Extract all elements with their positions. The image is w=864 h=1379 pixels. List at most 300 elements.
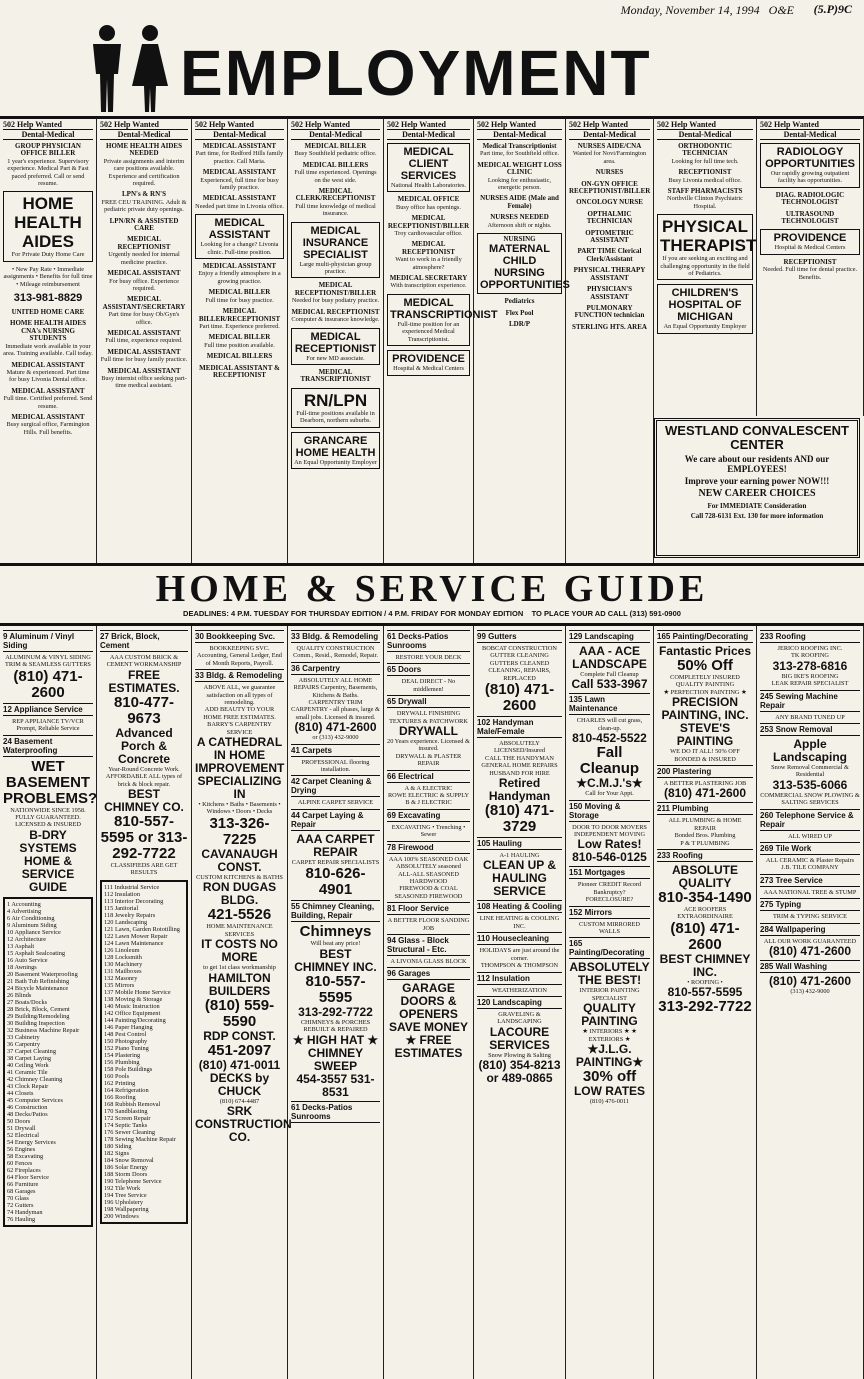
- service-category-heading: 152 Mirrors: [569, 906, 650, 919]
- service-ad-text: WE DO IT ALL! 50% OFF: [670, 748, 740, 756]
- ad-heading: MEDICAL WEIGHT LOSS CLINIC: [477, 160, 562, 177]
- ad-text: Needed part time in Livonia office.: [195, 202, 284, 210]
- service-category-heading: 233 Roofing: [657, 849, 753, 862]
- service-ad-text: LINE HEATING & COOLING INC.: [479, 915, 560, 930]
- ad-heading: NURSES NEEDED: [490, 213, 549, 222]
- category-index-item: 122 Lawn Mower Repair: [104, 932, 168, 940]
- ad-text: For Private Duty Home Care: [11, 251, 85, 259]
- ad-text: Looking for enthusiastic, energetic person.: [487, 176, 552, 192]
- classified-ad: [291, 162, 380, 184]
- category-index-item: 42 Chimney Cleaning: [7, 1075, 63, 1083]
- category-index-item: 130 Machinery: [104, 960, 143, 968]
- category-index-item: 43 Clock Repair: [7, 1082, 49, 1090]
- category-index-item: 50 Doors: [7, 1117, 31, 1125]
- ad-text: Computer & insurance knowledge.: [291, 316, 380, 324]
- service-ad-text: THOMPSON & THOMPSON: [480, 962, 559, 970]
- category-index-item: 32 Business Machine Repair: [7, 1026, 80, 1034]
- category-index-item: 72 Gutters: [7, 1201, 34, 1209]
- ad-text: Needed. Full time for dental practice. Benefits.: [762, 266, 858, 281]
- classified-ad: [760, 143, 860, 188]
- ad-text: Hospital & Medical Centers: [774, 244, 846, 252]
- service-ad-text: CALL THE HANDYMAN: [485, 754, 554, 762]
- service-ad-text: FIREWOOD & COAL: [399, 885, 458, 893]
- service-ad-headline: ★J.L.G. PAINTING★: [575, 1042, 644, 1070]
- category-index-item: 41 Ceramic Tile: [7, 1068, 48, 1076]
- ad-text: Full time, experience required.: [105, 337, 183, 345]
- home-service-header: [0, 565, 864, 623]
- service-category-heading: 78 Firewood: [387, 841, 470, 854]
- service-ad-big: 421-5526: [207, 906, 272, 924]
- category-index-item: 200 Windows: [104, 1212, 139, 1220]
- category-index-item: 150 Photography: [104, 1037, 148, 1045]
- service-ad-headline: RDP CONST.: [203, 1028, 276, 1043]
- service-ad-text: (810) 674-4487: [219, 1097, 260, 1105]
- service-ad-headline: Low Rates! 810-546-0125: [572, 837, 647, 865]
- service-column: [757, 626, 864, 1379]
- ad-heading: MEDICAL RECEPTIONIST: [402, 240, 455, 256]
- service-ad-text: LEAK REPAIR SPECIALIST: [771, 680, 849, 688]
- ad-text: FREE CEU TRAINING. Adult & pediatric private duty openings.: [101, 198, 187, 214]
- service-category-heading: 260 Telephone Service & Repair: [760, 809, 860, 831]
- service-ad-text: A LIVONIA GLASS BLOCK: [390, 957, 467, 965]
- service-ad-text: CARPENTRY - all phases, large & small jobs. Licensed & insured.: [291, 706, 380, 721]
- westland-name: WESTLAND CONVALESCENT CENTER: [665, 423, 849, 452]
- service-category-heading: 55 Chimney Cleaning, Building, Repair: [291, 900, 380, 922]
- classified-ad: [3, 362, 93, 384]
- category-index-item: 46 Construction: [7, 1103, 48, 1111]
- service-ad-text: ALL WIRED UP: [788, 832, 832, 840]
- service-ad-text: HUSBAND FOR HIRE: [489, 769, 550, 777]
- service-ad-text: ABSOLUTELY ALL HOME REPAIRS Carpentry, Basements, Kitchens & Baths.: [293, 676, 378, 699]
- category-index-item: 120 Landscaping: [104, 918, 148, 926]
- classified-ad: [195, 169, 284, 191]
- ad-heading: MEDICAL BILLERS: [302, 160, 369, 169]
- category-index-item: 188 Storm Doors: [104, 1170, 148, 1178]
- ad-heading: ONCOLOGY NURSE: [576, 198, 643, 207]
- service-ad-headline: Retired Handyman: [488, 776, 551, 804]
- service-ad-text: SEASONED FIREWOOD: [394, 892, 463, 900]
- category-index-item: 64 Floor Service: [7, 1173, 49, 1181]
- classified-ad: [657, 188, 753, 210]
- ad-heading: NURSES AIDE/CNA: [577, 142, 642, 150]
- ad-heading: MEDICAL ASSISTANT & RECEPTIONIST: [199, 363, 280, 379]
- service-ad-headline: (810) 471-2600: [768, 974, 852, 989]
- ad-headline: MEDICAL RECEPTIONIST: [294, 330, 377, 355]
- classified-ad: [291, 388, 380, 428]
- category-index-item: 21 Bath Tub Refinishing: [7, 977, 70, 985]
- ad-headline: PHYSICAL THERAPIST: [660, 217, 757, 256]
- category-index-item: 13 Asphalt: [7, 942, 35, 950]
- ad-heading: LPN's & RN'S: [122, 190, 166, 199]
- classified-ad: [760, 229, 860, 254]
- service-ad-big: 810-557-5595 or 313-292-7722: [100, 813, 188, 863]
- classified-ad: [569, 169, 650, 176]
- ad-text: Afternoon shift or nights.: [487, 221, 552, 229]
- service-ad-text: CHARLES will cut grass, clean-up.: [576, 717, 643, 732]
- service-ad-headline: 313-278-6816: [772, 658, 848, 673]
- service-ad-headline: 810-452-5522: [572, 731, 647, 746]
- classified-ad: [387, 215, 470, 237]
- classified-ad: [291, 309, 380, 324]
- classified-ad: [100, 296, 188, 326]
- service-category-heading: 165 Painting/Decorating: [569, 937, 650, 959]
- classified-ad: [291, 328, 380, 365]
- category-index-item: 24 Bicycle Maintenance: [7, 984, 69, 992]
- ad-headline: CHILDREN'S HOSPITAL OF MICHIGAN: [668, 287, 742, 324]
- employment-column: [566, 118, 654, 563]
- ad-text: Part time, for Redford Hills family practice. Call Maria.: [195, 150, 284, 165]
- service-ad-text: INDEPENDENT MOVING: [573, 831, 646, 839]
- ad-text: Private assignments and interim care positions available. Experience and certification required.: [103, 157, 185, 188]
- classified-ad: [477, 233, 570, 294]
- service-ad-headline: HAMILTON BUILDERS: [208, 970, 271, 998]
- service-ad-headline: AAA CARPET REPAIR: [296, 831, 375, 859]
- service-ad-headline: LOW RATES: [573, 1084, 646, 1099]
- ad-text: Looking for a change? Livonia clinic. Full-time position.: [200, 241, 279, 256]
- service-ad-text: WEATHERIZATION: [492, 986, 547, 994]
- ad-heading: MEDICAL BILLER/RECEPTIONIST: [198, 307, 281, 323]
- ad-heading: MEDICAL ASSISTANT: [107, 269, 181, 278]
- classified-ad: [387, 350, 470, 375]
- service-ad-text: BIG IKE'S ROOFING: [781, 672, 839, 680]
- category-index-item: 54 Energy Services: [7, 1138, 56, 1146]
- category-index-item: 160 Pools: [104, 1072, 130, 1080]
- service-category-heading: 65 Drywall: [387, 695, 470, 708]
- service-ad-text: (810) 476-0011: [589, 1098, 630, 1106]
- category-number: 502 Help Wanted: [291, 120, 380, 130]
- service-ad-text: • Kitchens • Baths • Basements • Windows • Doors • Decks: [198, 801, 281, 816]
- service-ad-text: HOLIDAYS are just around the corner.: [479, 947, 560, 962]
- service-ad-text: BARRY'S CARPENTRY SERVICE: [207, 721, 272, 736]
- ad-text: Full-time positions available in Dearborn, northern suburbs.: [296, 409, 375, 425]
- classified-ad: [3, 143, 93, 187]
- category-index-item: 178 Sewing Machine Repair: [104, 1135, 176, 1143]
- service-ad-big: (810) 471-3729: [484, 802, 555, 836]
- category-index-item: 28 Brick, Block, Cement: [7, 1005, 70, 1013]
- service-ad-headline: Fantastic Prices: [658, 644, 752, 658]
- ad-heading: MEDICAL RECEPTIONIST: [117, 235, 171, 251]
- service-ad-big: (810) 471-2600: [484, 681, 555, 715]
- category-index-item: 142 Office Equipment: [104, 1009, 161, 1017]
- service-category-heading: 120 Landscaping: [477, 996, 562, 1009]
- ad-headline: GRANCARE HOME HEALTH: [295, 434, 376, 459]
- service-category-heading: 211 Plumbing: [657, 802, 753, 815]
- ad-text: Troy cardiovascular office.: [394, 230, 463, 238]
- service-ad-text: CLEANING, REPAIRS, REPLACED: [488, 667, 551, 682]
- ad-heading: PART TIME Clerical Clerk/Assistant: [577, 247, 642, 263]
- category-index-item: 16 Auto Service: [7, 956, 48, 964]
- category-index-item: 190 Telephone Service: [104, 1177, 162, 1185]
- category-index-item: 156 Plumbing: [104, 1058, 140, 1066]
- ad-heading: NURSING: [503, 235, 536, 244]
- westland-phone: Call 728-6131 Ext. 130 for more information: [690, 512, 824, 520]
- service-category-heading: 33 Bldg. & Remodeling: [195, 671, 283, 681]
- ad-heading: HOME HEALTH AIDES CNA's NURSING STUDENTS: [10, 319, 86, 343]
- category-index-item: 162 Printing: [104, 1079, 136, 1087]
- category-index-item: 174 Septic Tanks: [104, 1121, 148, 1129]
- ad-heading: Medical Transcriptionist: [482, 142, 557, 150]
- service-ad-headline: BEST CHIMNEY CO.: [104, 787, 184, 815]
- category-index-item: 26 Blinds: [7, 991, 32, 999]
- service-ad-headline: SAVE MONEY ★ FREE ESTIMATES: [388, 1020, 469, 1061]
- service-category-heading: 9 Aluminum / Vinyl Siding: [3, 630, 93, 652]
- ad-heading: LDR/P: [509, 320, 530, 329]
- employment-column: [288, 118, 384, 563]
- category-index-item: 152 Piano Tuning: [104, 1044, 149, 1052]
- category-index-item: 128 Locksmith: [104, 953, 142, 961]
- ad-headline: MEDICAL ASSISTANT: [208, 217, 271, 242]
- ad-heading: MEDICAL SECRETARY: [389, 274, 468, 283]
- category-index-item: 33 Cabinetry: [7, 1033, 40, 1041]
- classified-ad: [569, 143, 650, 165]
- service-ad-big: WET BASEMENT PROBLEMS?: [3, 757, 98, 807]
- service-ad-headline: 454-3557 531-8531: [296, 1071, 375, 1099]
- classified-ad: [100, 236, 188, 266]
- service-ad-headline: DECKS by CHUCK: [209, 1070, 270, 1098]
- classified-ad: [291, 222, 380, 279]
- ad-heading: MEDICAL ASSISTANT: [107, 328, 181, 337]
- category-index-item: 112 Insulation: [104, 890, 140, 898]
- service-ad-big: (810) 471-2600: [670, 919, 740, 953]
- employment-column: [474, 118, 570, 563]
- service-category-heading: 44 Carpet Laying & Repair: [291, 809, 380, 831]
- classified-ad: [3, 388, 93, 410]
- ad-heading: OPTOMETRIC ASSISTANT: [585, 228, 634, 245]
- service-ad-text: CHIMNEYS & PORCHES REBUILT & REPAIRED: [300, 1018, 371, 1034]
- ad-text: An Equal Opportunity Employer: [663, 323, 747, 331]
- service-ad-headline: LACOURE SERVICES: [489, 1024, 550, 1052]
- service-ad-headline: (810) 471-0011: [198, 1057, 281, 1072]
- service-category-heading: 253 Snow Removal: [760, 723, 860, 736]
- category-index-item: 58 Excavating: [7, 1152, 44, 1160]
- service-ad-headline: Apple Landscaping: [772, 737, 847, 765]
- employment-header: [0, 20, 864, 117]
- westland-care: We care about our residents AND our EMPLOYEES!: [684, 454, 830, 474]
- service-category-heading: 61 Decks-Patios Sunrooms: [291, 1101, 380, 1123]
- service-ad-text: Call for Your Appt.: [585, 790, 634, 798]
- service-ad-text: TRIM & TYPING SERVICE: [772, 913, 848, 921]
- service-column: [0, 626, 97, 1379]
- category-number: 502 Help Wanted: [760, 120, 860, 130]
- service-ad-headline: SRK CONSTRUCTION CO.: [195, 1103, 292, 1144]
- category-name: Dental-Medical: [477, 130, 562, 140]
- service-ad-text: A & A ELECTRIC: [404, 784, 453, 792]
- category-name: Dental-Medical: [195, 130, 284, 140]
- category-name: Dental-Medical: [291, 130, 380, 140]
- category-index-item: 176 Sewer Cleaning: [104, 1128, 156, 1136]
- service-category-heading: 200 Plastering: [657, 765, 753, 778]
- service-ad-text: Will beat any price!: [310, 940, 361, 948]
- dateline: [0, 0, 864, 20]
- service-ad-headline: (810) 471-2600: [768, 944, 852, 959]
- category-index-item: 121 Lawn, Garden Rototilling: [104, 925, 180, 933]
- service-ad-text: ALPINE CARPET SERVICE: [297, 799, 374, 807]
- classified-ad: [387, 294, 498, 346]
- employment-column: [0, 118, 97, 563]
- service-ad-text: J.B. TILE COMPANY: [781, 864, 839, 872]
- classified-ad: [569, 181, 650, 196]
- employment-column: [192, 118, 288, 563]
- ad-heading: ULTRASOUND TECHNOLOGIST: [781, 209, 839, 226]
- employment-column: [384, 118, 498, 563]
- ad-heading: MEDICAL ASSISTANT: [107, 366, 181, 375]
- service-ad-text: ABOVE ALL, we guarantee satisfaction on all types of remodeling.: [203, 684, 276, 707]
- employment-column: [757, 118, 864, 416]
- category-name: Dental-Medical: [569, 130, 650, 140]
- service-category-heading: 112 Insulation: [477, 972, 562, 985]
- ad-text: Wanted for Novi/Farmington area.: [572, 150, 647, 165]
- service-ad-text: DOOR TO DOOR MOVERS: [572, 823, 647, 831]
- classified-ad: [387, 241, 470, 271]
- service-ad-text: BONDED & INSURED: [674, 755, 736, 763]
- classified-ad: [195, 143, 284, 165]
- ad-heading: MEDICAL ASSISTANT: [11, 412, 85, 421]
- service-category-heading: 233 Roofing: [760, 630, 860, 643]
- ad-text: Looking for full time tech.: [671, 157, 739, 165]
- ad-text: • New Pay Rate • Immediate assignments • Benefits for full time • Mileage reimbursement: [3, 265, 93, 288]
- westland-convalescent-ad: [654, 418, 860, 558]
- category-index-item: 170 Sandblasting: [104, 1107, 148, 1115]
- classified-ad: [291, 282, 380, 304]
- service-ad-text: ADD BEAUTY TO YOUR HOME FREE ESTIMATES.: [203, 706, 276, 721]
- service-ad-headline: 313-292-7722: [298, 1004, 373, 1019]
- ad-headline: MEDICAL INSURANCE SPECIALIST: [302, 224, 369, 261]
- service-ad-headline: QUALITY PAINTING: [581, 1001, 638, 1029]
- service-category-heading: 27 Brick, Block, Cement: [100, 630, 188, 652]
- classified-ad: [569, 199, 650, 206]
- category-number: 502 Help Wanted: [3, 120, 93, 130]
- classified-ad: [477, 195, 562, 210]
- classified-ad: [3, 266, 93, 288]
- westland-choices: NEW CAREER CHOICES: [698, 488, 816, 499]
- service-category-heading: 12 Appliance Service: [3, 703, 93, 716]
- service-ad-text: or (313) 432-9000: [312, 734, 359, 742]
- ad-text: Busy Livonia medical office.: [668, 176, 742, 184]
- category-index-item: 148 Pest Control: [104, 1030, 147, 1038]
- ad-heading: MEDICAL BILLER: [208, 288, 271, 297]
- ad-heading: GROUP PHYSICIAN OFFICE BILLER: [15, 142, 81, 158]
- ad-text: Full time. Certified preferred. Send resume.: [3, 395, 93, 410]
- ad-text: Part time for busy Ob/Gyn's office.: [108, 311, 180, 326]
- category-index-item: 10 Appliance Service: [7, 928, 61, 936]
- ad-heading: PHYSICIAN'S ASSISTANT: [586, 285, 633, 301]
- classified-ad: [569, 286, 650, 301]
- ad-heading: MEDICAL RECEPTIONIST: [291, 307, 380, 316]
- ad-text: Busy surgical office, Farmington Hills. Full benefits.: [6, 421, 90, 436]
- category-index-item: 131 Mailboxes: [104, 967, 142, 975]
- ad-heading: MEDICAL ASSISTANT/SECRETARY: [102, 295, 186, 311]
- service-ad-text: ALL CERAMIC & Plaster Repairs: [765, 857, 855, 865]
- category-index-item: 52 Electrical: [7, 1131, 39, 1139]
- ad-heading: MEDICAL BILLERS: [206, 352, 273, 361]
- classified-ad: [3, 292, 93, 305]
- category-index-item: 6 Air Conditioning: [7, 914, 55, 922]
- service-ad-big: 810-626-4901: [305, 865, 366, 899]
- service-ad-big: Chimneys: [299, 923, 372, 941]
- service-ad-text: RESTORE YOUR DECK: [395, 654, 462, 661]
- category-index-item: 56 Engines: [7, 1145, 36, 1153]
- category-index-item: 51 Drywall: [7, 1124, 36, 1132]
- category-index-item: 184 Snow Removal: [104, 1156, 154, 1164]
- category-index-item: 70 Glass: [7, 1194, 29, 1202]
- ad-text: Busy office has openings.: [396, 203, 461, 211]
- category-index-item: 144 Painting/Decorating: [104, 1016, 166, 1024]
- category-index-item: 124 Lawn Maintenance: [104, 939, 164, 947]
- service-ad-text: HOME MAINTENANCE SERVICES: [206, 923, 273, 938]
- ad-text: Northville Clinton Psychiatric Hospital.: [667, 195, 743, 210]
- ad-headline: PROVIDENCE: [392, 353, 465, 366]
- service-category-heading: 69 Excavating: [387, 809, 470, 822]
- classified-ad: [477, 162, 562, 192]
- classified-ad: [100, 218, 188, 233]
- category-index-item: 168 Rubbish Removal: [104, 1100, 161, 1108]
- home-service-columns: [0, 626, 864, 1379]
- service-category-heading: 30 Bookkeeping Svc.: [195, 630, 284, 643]
- service-ad-text: CUSTOM MIRRORED WALLS: [579, 920, 640, 936]
- service-ad-text: ANY BRAND TUNED UP: [775, 713, 845, 721]
- ad-heading: NURSES AIDE (Male and Female): [480, 194, 559, 210]
- category-index-item: 30 Building Inspection: [7, 1019, 65, 1027]
- classified-ad: [195, 289, 284, 304]
- service-category-heading: 65 Doors: [387, 663, 470, 676]
- service-ad-text: (313) 432-9000: [790, 988, 830, 996]
- category-index-item: 40 Ceiling Work: [7, 1061, 49, 1069]
- classified-ad: [3, 320, 93, 357]
- service-ad-headline: ABSOLUTELY THE BEST!: [569, 960, 650, 988]
- employment-title: EMPLOYMENT: [180, 37, 652, 109]
- service-ad-headline: ★ HIGH HAT ★ CHIMNEY SWEEP: [292, 1032, 379, 1073]
- service-ad-text: INTERIOR PAINTING SPECIALIST: [579, 987, 640, 1002]
- ad-text: Full time for busy practice.: [205, 296, 274, 304]
- ad-heading: MEDICAL BILLER: [304, 142, 367, 150]
- ad-heading: STAFF PHARMACISTS: [667, 187, 743, 196]
- service-column: [192, 626, 292, 1379]
- service-ad-big: 30% off: [582, 1068, 637, 1086]
- service-category-heading: 81 Floor Service: [387, 902, 470, 915]
- service-ad-text: Bonded Bros. Plumbing: [674, 832, 736, 840]
- service-category-heading: 110 Housecleaning: [477, 932, 562, 945]
- service-ad-text: BOBCAT CONSTRUCTION: [482, 645, 557, 652]
- service-ad-headline: CAVANAUGH CONST.: [201, 846, 278, 874]
- ad-text: National Health Laboratories.: [390, 182, 466, 189]
- ad-heading: PHYSICAL THERAPY ASSISTANT: [573, 266, 646, 282]
- category-index-item: 12 Architecture: [7, 935, 46, 943]
- service-ad-big: 313-326-7225: [209, 814, 270, 848]
- publication-date: Monday, November 14, 1994 O&E: [620, 3, 794, 17]
- service-ad-text: PROFESSIONAL flooring installation.: [301, 758, 370, 774]
- service-category-heading: 165 Painting/Decorating: [657, 630, 753, 643]
- ad-heading: Flex Pool: [505, 308, 534, 317]
- service-ad-text: AFFORDABLE ALL types of brick & block repair.: [105, 773, 183, 788]
- service-ad-headline: ABSOLUTE QUALITY: [672, 863, 738, 891]
- category-index-item: 135 Mirrors: [104, 981, 135, 989]
- service-ad-text: A BETTER PLASTERING JOB: [663, 780, 747, 788]
- service-ad-headline: B-DRY SYSTEMS: [19, 827, 77, 855]
- category-index-item: 113 Interior Decorating: [104, 897, 164, 905]
- service-ad-text: AAA NATIONAL TREE & STUMP: [763, 888, 857, 896]
- classified-ad: [100, 368, 188, 390]
- classified-ad: [195, 263, 284, 285]
- category-index-item: 9 Aluminum Siding: [7, 921, 57, 929]
- ad-text: Part time, for Southfield office.: [480, 150, 559, 158]
- category-index-item: 20 Basement Waterproofing: [7, 970, 78, 978]
- category-index-item: 196 Upholstery: [104, 1198, 144, 1206]
- category-name: Dental-Medical: [387, 130, 470, 140]
- service-ad-text: CLASSIFIEDS ARE GET RESULTS: [110, 862, 178, 877]
- category-index-item: 138 Moving & Storage: [104, 995, 163, 1003]
- service-ad-text: ABSOLUTELY LICENSED/Insured: [493, 740, 546, 755]
- category-index-item: 44 Closets: [7, 1089, 34, 1097]
